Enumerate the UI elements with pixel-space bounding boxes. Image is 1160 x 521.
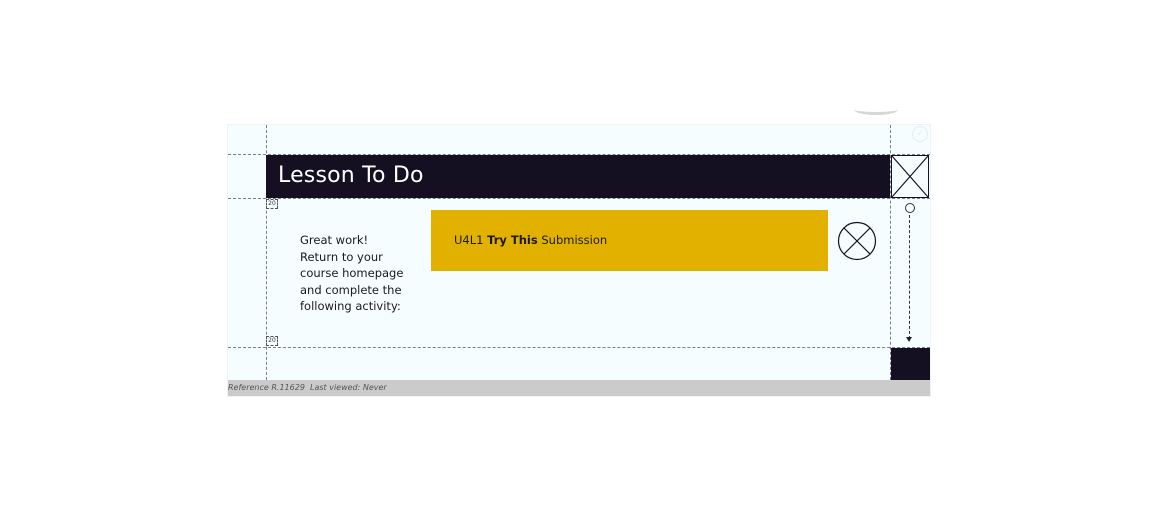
activity-button[interactable] (431, 210, 828, 271)
check-circle-icon[interactable]: ✓ (912, 126, 928, 142)
activity-suffix: Submission (541, 233, 608, 247)
arrow-line (909, 215, 910, 339)
message-line: Return to your (300, 249, 383, 264)
message-line: and complete the (300, 282, 402, 297)
footer-bar (228, 380, 930, 396)
top-scroll-arc (854, 104, 898, 115)
x-box-icon[interactable] (891, 155, 929, 198)
activity-label (454, 233, 607, 247)
lesson-banner (266, 155, 890, 198)
activity-bold: Try This (487, 233, 538, 247)
spacer-tag-top[interactable]: 20 (266, 199, 278, 209)
last-viewed-text: Last viewed: Never (310, 383, 387, 392)
message-line: Great work! (300, 233, 369, 247)
drag-handle-circle[interactable] (905, 203, 915, 213)
reference-text: Reference R.11629 (228, 383, 305, 392)
guide-line (228, 347, 930, 348)
x-circle-icon[interactable] (837, 221, 877, 261)
activity-code: U4L1 (454, 233, 484, 247)
page-title: Lesson To Do (278, 163, 424, 188)
guide-line (228, 198, 930, 199)
lesson-card (228, 125, 930, 396)
message-line: course homepage (300, 266, 404, 280)
arrow-down-icon (906, 337, 912, 342)
message-line: following activity: (300, 299, 401, 313)
dark-block (891, 348, 930, 380)
spacer-tag-bottom[interactable]: 20 (266, 336, 278, 346)
lesson-message (300, 232, 412, 315)
